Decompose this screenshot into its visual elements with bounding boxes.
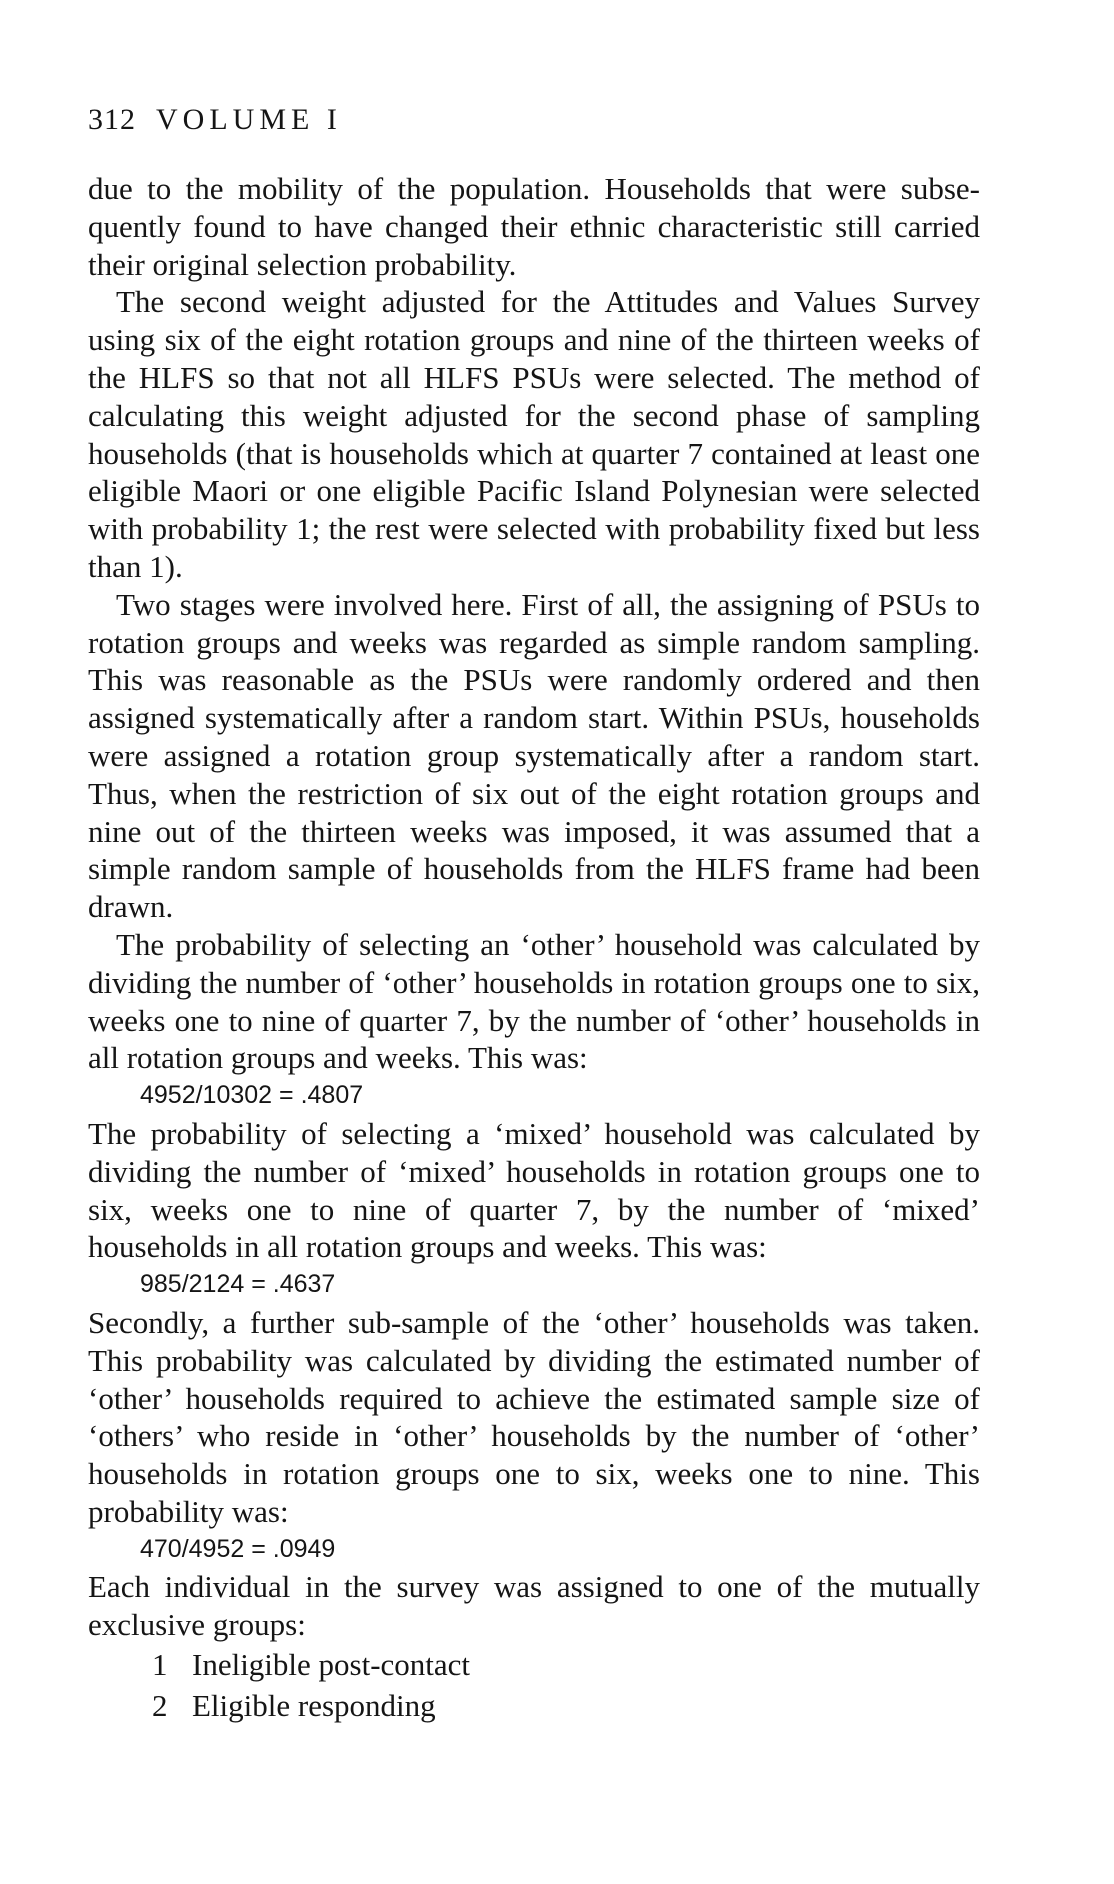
list-item <box>88 1685 980 1726</box>
page-number: 312 <box>88 103 136 136</box>
paragraph-other-probability: The probability of selecting an ‘other’ household was calculated by dividing the number of ‘other’ households in rotation groups one to six, weeks one to nine of quarter 7, by the number of ‘other’ households in all rotation groups and weeks. This was: <box>88 926 980 1076</box>
paragraph-continuation: due to the mobility of the population. Households that were subsequently found to have changed their ethnic characteristic still carried their original selection probability. <box>88 171 980 282</box>
volume-label: VOLUME I <box>156 103 342 136</box>
list-item <box>88 1644 980 1685</box>
list-item-number: 2 <box>152 1688 168 1724</box>
paragraph-mixed-probability: The probability of selecting a ‘mixed’ household was calculated by dividing the number of ‘mixed’ households in rotation groups one to six, weeks one to nine of quarter 7, by the number of ‘mixed’ households in all rotation groups and weeks. This was: <box>88 1115 980 1265</box>
paragraph-second-weight: The second weight adjusted for the Attitudes and Values Survey using six of the eight rotation groups and nine of the thirteen weeks of the HLFS so that not all HLFS PSUs were selected. The method of calculating this weight adjusted for the second phase of sampling households (that is households which at quarter 7 contained at least one eligible Maori or one eligible Pacific Island Polynesian were selected with probability 1; the rest were selected with probability fixed but less than 1). <box>88 284 980 584</box>
running-head <box>88 102 342 138</box>
list-item-label: Eligible responding <box>192 1688 436 1724</box>
paragraph-two-stages: Two stages were involved here. First of all, the assigning of PSUs to rotation groups and weeks was regarded as simple random sampling. This was reasonable as the PSUs were randomly ordered and then assigned systematically after a random start. Within PSUs, households were assigned a rotation group systematically after a random start. Thus, when the restriction of six out of the eight rotation groups and nine out of the thirteen weeks was imposed, it was assumed that a simple random sample of households from the HLFS frame had been drawn. <box>88 586 980 925</box>
groups-list <box>88 1644 980 1726</box>
list-item-label: Ineligible post-contact <box>192 1647 471 1683</box>
paragraph-groups-intro: Each individual in the survey was assigned to one of the mutually exclusive groups: <box>88 1569 980 1643</box>
formula-mixed: 985/2124 = .4637 <box>140 1270 336 1299</box>
body-text <box>88 170 980 1726</box>
paragraph-sub-sample: Secondly, a further sub-sample of the ‘other’ households was taken. This probability was calculated by dividing the estimated number of ‘other’ households required to achieve the estimated sample size of ‘others’ who reside in ‘other’ households by the number of ‘other’ households in rotation groups one to six, weeks one to nine. This probability was: <box>88 1304 980 1529</box>
list-item-number: 1 <box>152 1647 168 1683</box>
formula-sub-sample: 470/4952 = .0949 <box>140 1534 336 1563</box>
formula-other: 4952/10302 = .4807 <box>140 1081 364 1110</box>
